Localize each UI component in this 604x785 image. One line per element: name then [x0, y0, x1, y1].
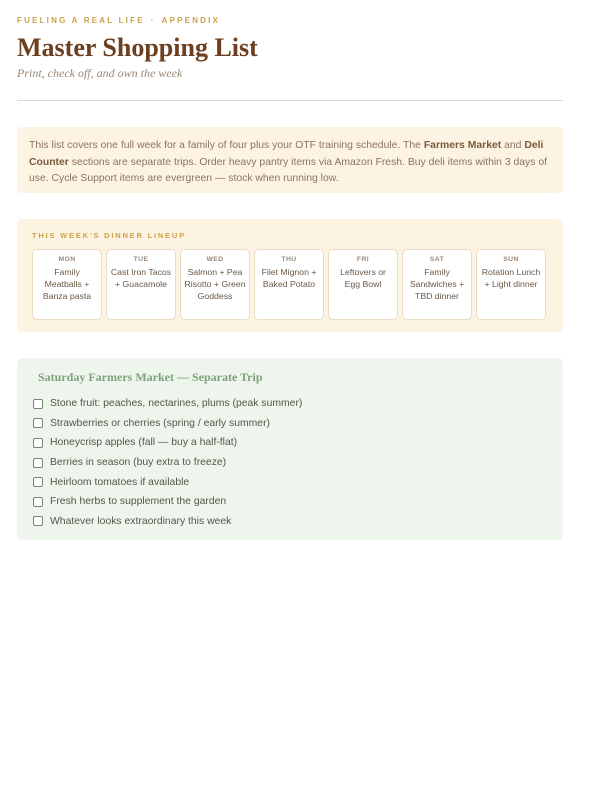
dinner-lineup-heading: THIS WEEK'S DINNER LINEUP [32, 231, 186, 240]
list-item[interactable] [33, 453, 302, 473]
checkbox[interactable] [33, 438, 43, 448]
list-item[interactable] [33, 394, 302, 414]
day-name: THU [281, 256, 297, 263]
checkbox[interactable] [33, 516, 43, 526]
day-card-fri [328, 249, 398, 320]
day-meal: Filet Mignon + Baked Potato [261, 267, 317, 289]
list-item[interactable] [33, 492, 302, 512]
day-card-sun [476, 249, 546, 320]
list-item-label: Berries in season (buy extra to freeze) [50, 457, 227, 469]
farmers-market-heading: Saturday Farmers Market — Separate Trip [38, 370, 263, 384]
list-item-label: Strawberries or cherries (spring / early summer) [50, 417, 270, 429]
list-item-label: Heirloom tomatoes if available [50, 476, 190, 488]
day-meal: Family Meatballs + Banza pasta [42, 267, 92, 301]
list-item[interactable] [33, 472, 302, 492]
checkbox[interactable] [33, 399, 43, 409]
header-divider [17, 100, 563, 101]
day-name: MON [58, 256, 76, 263]
day-name: FRI [356, 256, 370, 263]
checkbox[interactable] [33, 477, 43, 487]
intro-text-2: and [501, 140, 525, 151]
checkbox[interactable] [33, 418, 43, 428]
farmers-market-list [33, 394, 302, 531]
day-meal: Salmon + Pea Risotto + Green Goddess [184, 267, 246, 301]
list-item-label: Whatever looks extraordinary this week [50, 515, 232, 527]
list-item-label: Fresh herbs to supplement the garden [50, 496, 227, 508]
eyebrow-section: APPENDIX [161, 16, 221, 25]
day-meal: Rotation Lunch + Light dinner [481, 267, 541, 289]
dinner-lineup-panel [17, 219, 563, 332]
dinner-days [32, 249, 548, 321]
day-name: WED [206, 256, 224, 263]
intro-text-3: sections are separate trips. Order heavy pantry items via Amazon Fresh. Buy deli items within 3 days of use. Cycle Support items are evergreen — stock when running low. [29, 156, 548, 184]
day-card-tue [106, 249, 176, 320]
checkbox[interactable] [33, 458, 43, 468]
list-item-label: Stone fruit: peaches, nectarines, plums (peak summer) [50, 398, 303, 410]
list-item[interactable] [33, 433, 302, 453]
list-item-label: Honeycrisp apples (fall — buy a half-flat) [50, 437, 238, 449]
checkbox[interactable] [33, 497, 43, 507]
intro-deli-counter: Deli Counter [29, 140, 544, 168]
list-item[interactable] [33, 512, 302, 532]
farmers-market-panel [17, 358, 563, 540]
eyebrow-separator: · [150, 16, 156, 25]
day-meal: Family Sandwiches + TBD dinner [409, 267, 465, 301]
day-meal: Cast Iron Tacos + Guacamole [110, 267, 172, 289]
day-card-wed [180, 249, 250, 320]
day-card-thu [254, 249, 324, 320]
eyebrow [17, 16, 220, 25]
intro-farmers-market: Farmers Market [423, 140, 502, 151]
intro-note [17, 127, 563, 193]
page-subtitle: Print, check off, and own the week [17, 66, 183, 80]
list-item[interactable] [33, 414, 302, 434]
day-name: TUE [133, 256, 149, 263]
day-card-sat [402, 249, 472, 320]
intro-text-1: This list covers one full week for a family of four plus your OTF training schedule. The [29, 140, 424, 151]
page-title: Master Shopping List [17, 33, 258, 62]
day-card-mon [32, 249, 102, 320]
day-name: SAT [429, 256, 445, 263]
day-meal: Leftovers or Egg Bowl [340, 267, 386, 289]
eyebrow-book-title: FUELING A REAL LIFE [17, 16, 145, 25]
day-name: SUN [503, 256, 519, 263]
